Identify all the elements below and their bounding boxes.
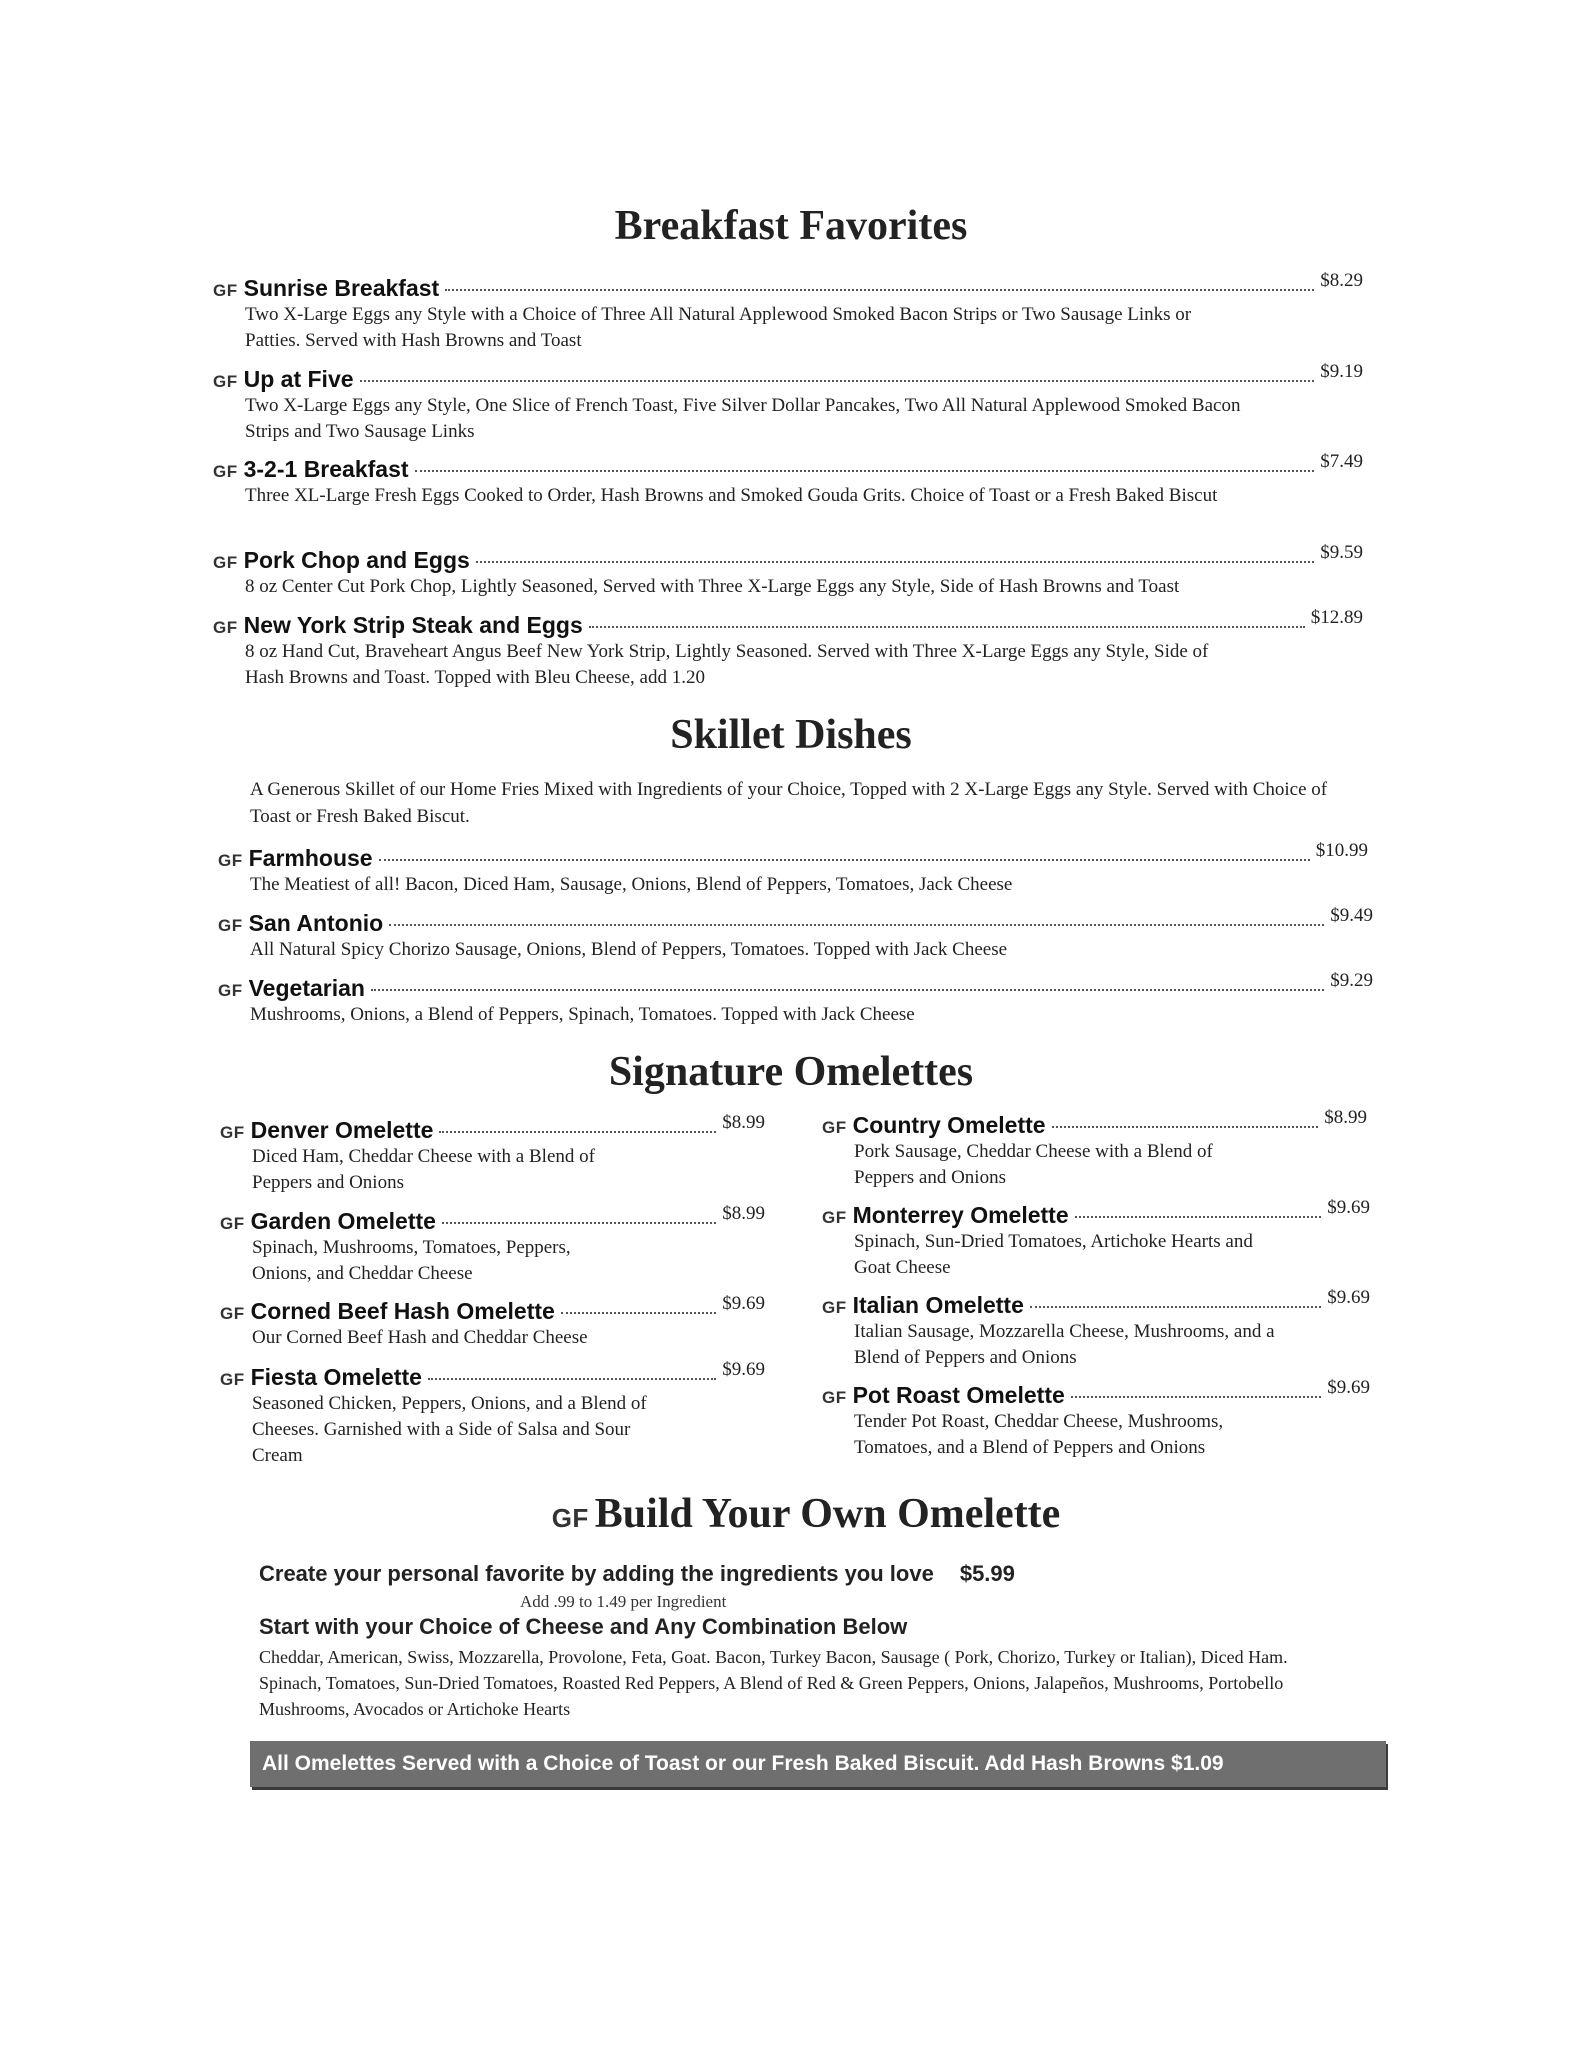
item-name: 3-2-1 Breakfast [243, 456, 409, 482]
menu-item-san-antonio [218, 905, 1373, 963]
ingredients-list: Cheddar, American, Swiss, Mozzarella, Provolone, Feta, Goat. Bacon, Turkey Bacon, Sausage ( Pork, Chorizo, Turkey or Italian), Diced Ham. Spinach, Tomatoes, Sun-Dried Tomatoes, Roasted Red Peppers, A Blend of Red & Green Peppers, Onions, Jalapeños, Mushrooms, Portobello Mushrooms, Avocados or Artichoke Hearts [259, 1647, 1288, 1719]
gluten-free-tag: GF [822, 1298, 847, 1317]
menu-item-sunrise-breakfast [213, 270, 1363, 354]
item-description: Diced Ham, Cheddar Cheese with a Blend of Peppers and Onions [252, 1146, 595, 1193]
skillet-dishes-title: Skillet Dishes [670, 712, 912, 758]
item-description: Spinach, Mushrooms, Tomatoes, Peppers, Onions, and Cheddar Cheese [252, 1237, 571, 1284]
leader-dots [589, 626, 1305, 628]
item-name: Monterrey Omelette [852, 1202, 1069, 1228]
menu-item-3-2-1-breakfast [213, 451, 1363, 509]
gluten-free-tag: GF [218, 916, 243, 935]
item-description: Three XL-Large Fresh Eggs Cooked to Order, Hash Browns and Smoked Gouda Grits. Choice of Toast or a Fresh Baked Biscut [245, 485, 1218, 506]
item-name: Country Omelette [852, 1112, 1046, 1138]
item-description: Tender Pot Roast, Cheddar Cheese, Mushrooms, Tomatoes, and a Blend of Peppers and Onions [854, 1411, 1224, 1458]
menu-item-denver-omelette [220, 1112, 765, 1196]
leader-dots [428, 1378, 716, 1380]
gluten-free-tag: GF [822, 1388, 847, 1407]
leader-dots [360, 380, 1315, 382]
item-name: Corned Beef Hash Omelette [250, 1298, 555, 1324]
leader-dots [1071, 1396, 1321, 1398]
build-your-own-price: $5.99 [959, 1561, 1015, 1586]
item-description: 8 oz Hand Cut, Braveheart Angus Beef New York Strip, Lightly Seasoned. Served with Three X-Large Eggs any Style, Side of Hash Browns and Toast. Topped with Bleu Cheese, add 1.20 [245, 641, 1209, 688]
item-description: Two X-Large Eggs any Style, One Slice of French Toast, Five Silver Dollar Pancakes, Two All Natural Applewood Smoked Bacon Strips and Two Sausage Links [245, 395, 1241, 442]
item-price: $9.29 [1330, 970, 1373, 991]
leader-dots [476, 561, 1314, 563]
item-description: Seasoned Chicken, Peppers, Onions, and a Blend of Cheeses. Garnished with a Side of Salsa and Sour Cream [252, 1393, 647, 1466]
item-price: $12.89 [1310, 607, 1363, 628]
item-name: Italian Omelette [852, 1292, 1024, 1318]
item-name: Pork Chop and Eggs [243, 547, 470, 573]
item-name: Vegetarian [248, 975, 365, 1001]
leader-dots [379, 859, 1310, 861]
menu-item-italian-omelette [822, 1287, 1370, 1371]
item-price: $9.69 [1327, 1197, 1370, 1218]
item-name: Farmhouse [248, 845, 373, 871]
item-description: 8 oz Center Cut Pork Chop, Lightly Seasoned, Served with Three X-Large Eggs any Style, Side of Hash Browns and Toast [245, 576, 1180, 597]
item-name: Pot Roast Omelette [852, 1382, 1065, 1408]
leader-dots [439, 1131, 716, 1133]
item-price: $9.69 [1327, 1287, 1370, 1308]
item-price: $9.69 [722, 1359, 765, 1380]
item-description: All Natural Spicy Chorizo Sausage, Onions, Blend of Peppers, Tomatoes. Topped with Jack Cheese [250, 939, 1008, 960]
item-price: $10.99 [1315, 840, 1368, 861]
menu-item-pork-chop-and-eggs [213, 542, 1363, 600]
gluten-free-tag: GF [822, 1208, 847, 1227]
menu-item-country-omelette [822, 1107, 1367, 1191]
item-price: $7.49 [1320, 451, 1363, 472]
item-description: Mushrooms, Onions, a Blend of Peppers, Spinach, Tomatoes. Topped with Jack Cheese [250, 1004, 915, 1025]
item-price: $9.69 [1327, 1377, 1370, 1398]
item-price: $9.59 [1320, 542, 1363, 563]
signature-omelettes-title: Signature Omelettes [608, 1049, 974, 1095]
menu-item-up-at-five [213, 361, 1363, 445]
item-description: Our Corned Beef Hash and Cheddar Cheese [252, 1327, 588, 1348]
gluten-free-tag: GF [213, 553, 238, 572]
gluten-free-tag: GF [551, 1503, 589, 1533]
leader-dots [442, 1222, 716, 1224]
gluten-free-tag: GF [213, 281, 238, 300]
leader-dots [561, 1312, 716, 1314]
gluten-free-tag: GF [213, 372, 238, 391]
build-your-own-headline-text: Create your personal favorite by adding the ingredients you love [259, 1561, 934, 1586]
item-description: Italian Sausage, Mozzarella Cheese, Mushrooms, and a Blend of Peppers and Onions [854, 1321, 1275, 1368]
item-description: The Meatiest of all! Bacon, Diced Ham, Sausage, Onions, Blend of Peppers, Tomatoes, Jack Cheese [250, 874, 1013, 895]
item-name: Denver Omelette [250, 1117, 434, 1143]
skillet-intro: A Generous Skillet of our Home Fries Mixed with Ingredients of your Choice, Topped with 2 X-Large Eggs any Style. Served with Choice of Toast or Fresh Baked Biscut. [250, 779, 1328, 827]
item-description: Two X-Large Eggs any Style with a Choice of Three All Natural Applewood Smoked Bacon Strips or Two Sausage Links or Patties. Served with Hash Browns and Toast [245, 304, 1192, 351]
menu-item-monterrey-omelette [822, 1197, 1370, 1281]
item-price: $8.29 [1320, 270, 1363, 291]
menu-item-fiesta-omelette [220, 1359, 765, 1469]
item-price: $8.99 [722, 1203, 765, 1224]
item-price: $9.69 [722, 1293, 765, 1314]
leader-dots [445, 289, 1314, 291]
leader-dots [389, 924, 1324, 926]
item-price: $8.99 [1324, 1107, 1367, 1128]
gluten-free-tag: GF [822, 1118, 847, 1137]
menu-item-corned-beef-hash-omelette [220, 1293, 765, 1351]
start-with-line: Start with your Choice of Cheese and Any Combination Below [259, 1614, 908, 1639]
leader-dots [1030, 1306, 1321, 1308]
item-name: Up at Five [243, 366, 354, 392]
menu-item-garden-omelette [220, 1203, 765, 1287]
item-name: Fiesta Omelette [250, 1364, 422, 1390]
menu-item-new-york-strip-steak-and-eggs [213, 607, 1363, 691]
gluten-free-tag: GF [220, 1304, 245, 1323]
menu-item-farmhouse [218, 840, 1368, 898]
gluten-free-tag: GF [220, 1370, 245, 1389]
item-price: $8.99 [722, 1112, 765, 1133]
gluten-free-tag: GF [220, 1123, 245, 1142]
menu-item-pot-roast-omelette [822, 1377, 1370, 1461]
leader-dots [1075, 1216, 1322, 1218]
gluten-free-tag: GF [218, 851, 243, 870]
ingredient-price-note: Add .99 to 1.49 per Ingredient [520, 1592, 727, 1611]
item-name: Garden Omelette [250, 1208, 436, 1234]
gluten-free-tag: GF [213, 462, 238, 481]
item-name: New York Strip Steak and Eggs [243, 612, 583, 638]
item-description: Pork Sausage, Cheddar Cheese with a Blend of Peppers and Onions [854, 1141, 1213, 1188]
item-price: $9.49 [1330, 905, 1373, 926]
item-name: Sunrise Breakfast [243, 275, 440, 301]
breakfast-favorites-title: Breakfast Favorites [614, 203, 968, 249]
build-your-own-headline [259, 1561, 1015, 1587]
leader-dots [1052, 1126, 1319, 1128]
item-name: San Antonio [248, 910, 384, 936]
item-description: Spinach, Sun-Dried Tomatoes, Artichoke Hearts and Goat Cheese [854, 1231, 1253, 1278]
leader-dots [415, 470, 1315, 472]
omelettes-footer-banner: All Omelettes Served with a Choice of Toast or our Fresh Baked Biscuit. Add Hash Browns $1.09 [250, 1741, 1386, 1787]
build-your-own-heading: Build Your Own Omelette [594, 1491, 1061, 1537]
build-your-own-title [0, 1490, 1582, 1538]
item-price: $9.19 [1320, 361, 1363, 382]
menu-item-vegetarian [218, 970, 1373, 1028]
gluten-free-tag: GF [220, 1214, 245, 1233]
leader-dots [371, 989, 1324, 991]
gluten-free-tag: GF [213, 618, 238, 637]
gluten-free-tag: GF [218, 981, 243, 1000]
